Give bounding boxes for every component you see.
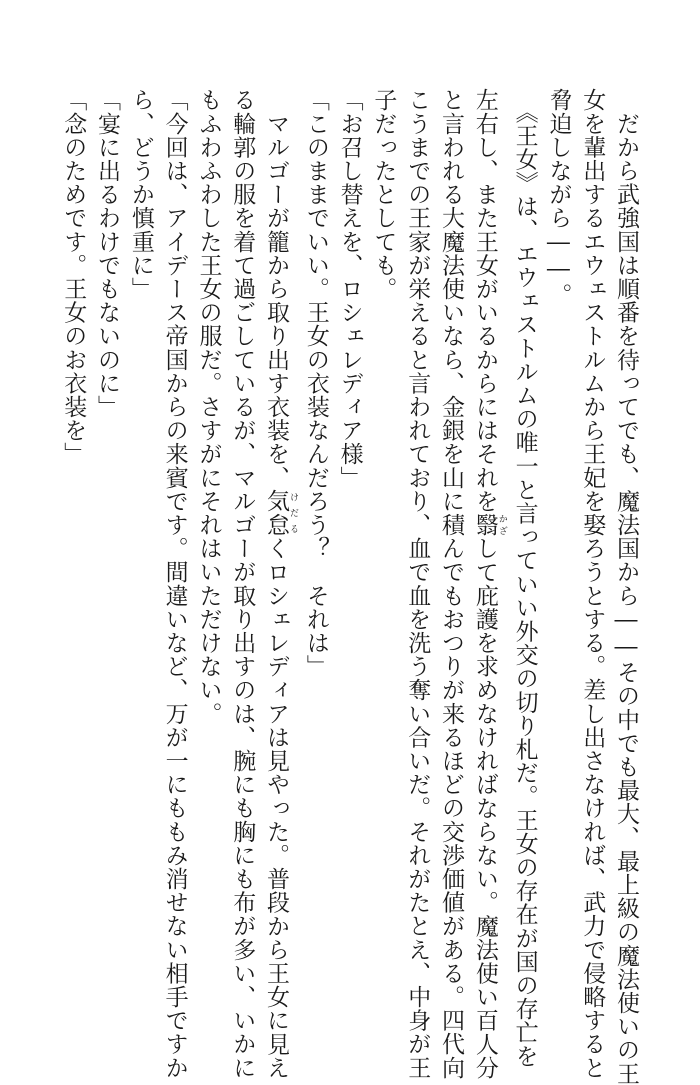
text-line-7: こうまでの王家が栄えると言われており、血で血を洗う奪い合いだ。それがたとえ、中身が王 <box>404 88 431 1080</box>
text-line-5-part-2: して庇護を求めなければならない。魔法使い百人分 <box>471 536 498 1080</box>
text-line-15: ら、どうか慎重に」 <box>127 88 154 301</box>
text-line-16: 「宴に出るわけでもないのに」 <box>94 88 121 419</box>
ruby-kazashi <box>471 512 507 537</box>
text-line-3: 脅迫しながら――。 <box>545 88 572 307</box>
text-line-11-part-3: ロシェレディアは見やった。普段から王女に見え <box>263 560 290 1080</box>
text-line-9: 「お召し替えを、ロシェレディア様」 <box>336 88 363 490</box>
text-line-10: 「このままでいい。王女の衣装なんだろう？ それは」 <box>302 88 329 678</box>
ruby-kedaru <box>263 489 299 537</box>
text-line-5-part-1: 左右し、また王女がいるからにはそれを <box>471 88 498 513</box>
text-line-1: だから武強国は順番を待ってでも、魔法国から――その中でも最大、最上級の魔法使いの王 <box>613 88 639 1085</box>
ruby-kazashi-reading: かざ <box>496 512 507 537</box>
text-line-12: る輪郭の服を着て過ごしているが、マルゴーが取り出すのは、腕にも胸にも布が多い、いかに <box>229 88 256 1080</box>
ruby-kazashi-base: 翳 <box>471 512 498 537</box>
text-line-2: 女を輩出するエウェストルムから王妃を娶ろうとする。差し出さなければ、武力で侵略すると <box>579 88 606 1080</box>
vertical-text-body <box>55 88 642 1085</box>
ruby-kedaru-base: 気怠 <box>263 489 290 537</box>
text-line-14: 「今回は、アイデース帝国からの来賓です。間違いなど、万が一にももみ消せない相手ですか <box>161 88 188 1080</box>
text-line-4: 《王女》は、エウェストルムの唯一と言っていい外交の切り札だ。王女の存在が国の存亡を <box>511 88 538 1068</box>
text-line-11-part-2: く <box>263 536 290 561</box>
ruby-kedaru-reading: けだる <box>288 489 299 537</box>
text-line-6: と言われる大魔法使いなら、金銀を山に積んでもおつりが来るほどの交渉価値がある。四代向 <box>438 88 465 1080</box>
text-line-5 <box>467 88 507 1080</box>
text-line-8: 子だったとしても。 <box>370 88 397 301</box>
text-line-13: もふわふわした王女の服だ。さすがにそれはいただけない。 <box>195 88 222 726</box>
text-line-11 <box>258 88 299 1080</box>
text-line-11-part-1: マルゴーが籠から取り出す衣装を、 <box>263 88 290 490</box>
text-line-17: 「念のためです。王女のお衣装を」 <box>60 88 87 466</box>
